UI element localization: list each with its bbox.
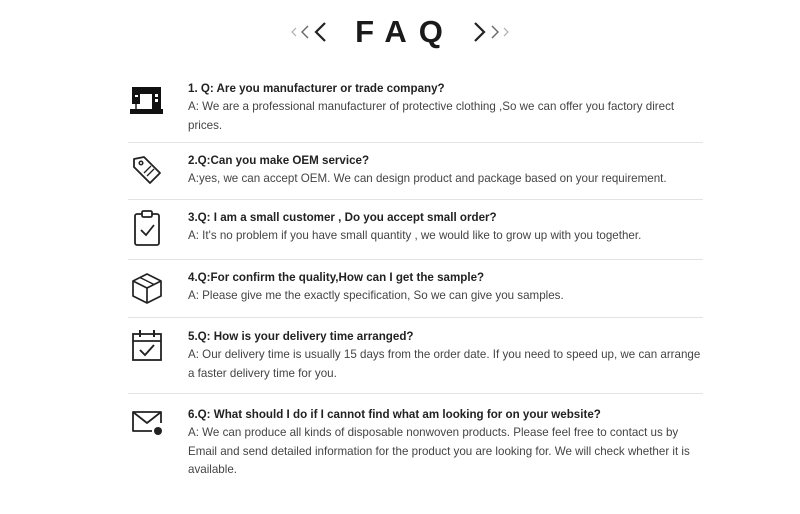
chevrons-right-icon bbox=[467, 21, 511, 43]
faq-question: 1. Q: Are you manufacturer or trade company? bbox=[188, 82, 445, 95]
faq-item-oem bbox=[128, 143, 703, 200]
faq-item-sample bbox=[128, 260, 703, 318]
chevrons-left-icon bbox=[289, 21, 333, 43]
mail-notification-icon bbox=[128, 406, 166, 438]
calendar-check-icon bbox=[128, 328, 166, 364]
faq-question: 3.Q: I am a small customer , Do you accept small order? bbox=[188, 211, 497, 224]
clipboard-check-icon bbox=[128, 209, 166, 247]
faq-answer: A: Please give me the exactly specification, So we can give you samples. bbox=[188, 289, 564, 302]
faq-answer: A: We can produce all kinds of disposable nonwoven products. Please feel free to contact us by Email and send detailed information for the product you are looking for. We will check whether it is available. bbox=[188, 426, 690, 476]
faq-answer: A: Our delivery time is usually 15 days from the order date. If you need to speed up, we can arrange a faster delivery time for you. bbox=[188, 348, 701, 380]
faq-answer: A: It's no problem if you have small quantity , we would like to grow up with you together. bbox=[188, 229, 642, 242]
faq-item-not-found bbox=[128, 394, 703, 484]
faq-item-delivery bbox=[128, 318, 703, 394]
faq-question: 4.Q:For confirm the quality,How can I get the sample? bbox=[188, 271, 485, 284]
sewing-machine-icon bbox=[128, 80, 166, 118]
faq-item-small-order bbox=[128, 200, 703, 260]
faq-item-manufacturer bbox=[128, 78, 703, 143]
faq-list bbox=[128, 78, 703, 484]
faq-question: 2.Q:Can you make OEM service? bbox=[188, 154, 370, 167]
page-title: FAQ bbox=[355, 14, 455, 49]
faq-question: 5.Q: How is your delivery time arranged? bbox=[188, 330, 414, 343]
faq-question: 6.Q: What should I do if I cannot find what am looking for on your website? bbox=[188, 408, 601, 421]
package-box-icon bbox=[128, 269, 166, 305]
price-tag-icon bbox=[128, 152, 166, 187]
faq-header bbox=[0, 14, 800, 50]
faq-answer: A:yes, we can accept OEM. We can design product and package based on your requirement. bbox=[188, 172, 667, 185]
faq-answer: A: We are a professional manufacturer of protective clothing ,So we can offer you factory direct prices. bbox=[188, 100, 675, 132]
